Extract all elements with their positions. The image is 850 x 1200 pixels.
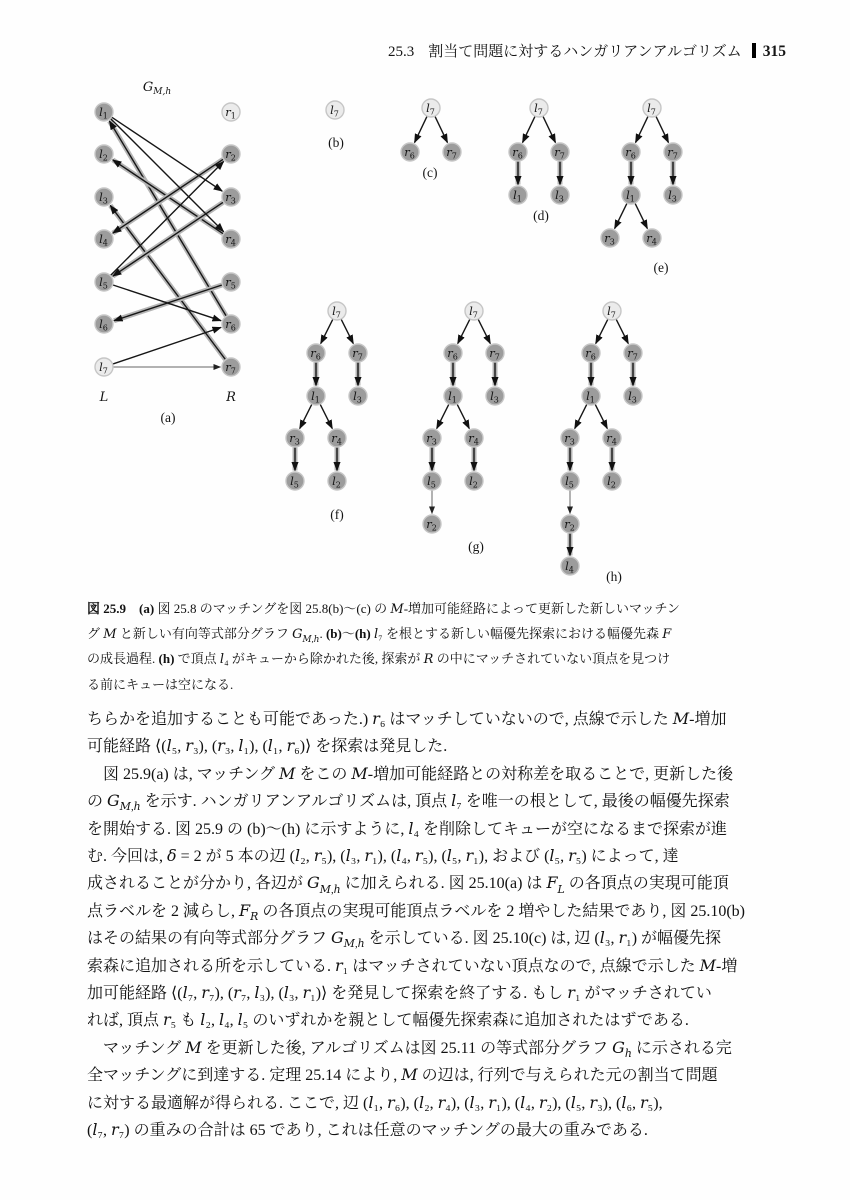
node-label-tree-g-l1: $l_1$	[448, 388, 457, 405]
tree-d	[509, 99, 569, 223]
node-label-graph-a-r3: $r_3$	[225, 189, 236, 206]
node-label-tree-d-r7: $r_7$	[554, 144, 565, 161]
node-label-tree-h-l5: $l_5$	[565, 473, 574, 490]
node-label-tree-h-r4: $r_4$	[606, 430, 617, 447]
tree-d-label-1: (d)	[533, 208, 549, 223]
node-label-tree-h-r2: $r_2$	[564, 516, 575, 533]
node-label-tree-h-l1: $l_1$	[586, 388, 595, 405]
edge-l7-r6	[113, 327, 221, 364]
page-number: 315	[762, 43, 786, 60]
edge-l7-r7	[543, 117, 555, 143]
node-label-tree-d-l7: $l_7$	[534, 100, 543, 117]
graph-a-label-3: R	[226, 390, 236, 405]
node-label-graph-a-r7: $r_7$	[225, 359, 236, 376]
tree-b	[326, 101, 344, 150]
body-line-15: に対する最適解が得られる. ここで, 辺 (l₁, r₆), (l₂, r₄), (l₃, r₁), (l₄, r₂), (l₅, r₃), (l₆, r₅),	[87, 1092, 663, 1112]
node-label-tree-c-l7: $l_7$	[426, 100, 435, 117]
body-line-16: (l₇, r₇) の重みの合計は 65 であり, これは任意のマッチングの最大の重みである.	[87, 1120, 648, 1140]
tree-c	[401, 99, 461, 180]
node-label-tree-g-r4: $r_4$	[468, 430, 479, 447]
section-title: 割当て問題に対するハンガリアンアルゴリズム	[428, 44, 742, 60]
edge-l7-r6	[596, 319, 608, 343]
tree-f	[286, 302, 367, 522]
node-label-tree-g-r7: $r_7$	[489, 345, 500, 362]
section-number: 25.3	[387, 44, 415, 60]
caption-line-4: る前にキューは空になる.	[87, 676, 234, 692]
node-label-graph-a-l7: $l_7$	[99, 359, 108, 376]
node-label-tree-e-r7: $r_7$	[667, 144, 678, 161]
body-line-10: 索森に追加される所を示している. r₁ はマッチされていない頂点なので, 点線で示した M-増	[87, 955, 738, 975]
node-label-graph-a-l3: $l_3$	[99, 189, 108, 206]
body-line-5: を開始する. 図 25.9 の (b)〜(h) に示すように, l₄ を削除してキューが空になるまで探索が進	[87, 818, 728, 838]
node-label-tree-d-l1: $l_1$	[513, 187, 522, 204]
node-label-tree-b-l7: $l_7$	[330, 102, 339, 119]
figure-caption	[87, 597, 787, 697]
body-line-3: 図 25.9(a) は, マッチング M をこの M-増加可能経路との対称差を取ることで, 更新した後	[87, 763, 734, 783]
edge-l7-r7	[341, 319, 353, 343]
edge-l1-r3	[575, 404, 587, 428]
node-label-graph-a-l4: $l_4$	[99, 231, 108, 248]
body-line-6: む. 今回は, δ = 2 が 5 本の辺 (l₂, r₅), (l₃, r₁), (l₄, r₅), (l₅, r₁), および (l₅, r₅) によって, 達	[87, 846, 679, 866]
edge-l1-r4	[457, 404, 469, 428]
node-label-tree-d-l3: $l_3$	[555, 187, 564, 204]
node-label-graph-a-r6: $r_6$	[225, 316, 236, 333]
tree-e-label-1: (e)	[653, 260, 669, 275]
body-line-2: 可能経路 ⟨(l₅, r₃), (r₃, l₁), (l₁, r₆)⟩ を探索は発見した.	[87, 736, 448, 756]
node-label-tree-e-r6: $r_6$	[625, 144, 636, 161]
node-label-tree-f-l3: $l_3$	[353, 388, 362, 405]
tree-f-label-1: (f)	[330, 507, 344, 522]
edge-l1-r3	[615, 204, 627, 229]
edge-l7-r6	[415, 117, 427, 143]
node-label-tree-h-l7: $l_7$	[607, 303, 616, 320]
tree-h	[561, 302, 642, 584]
node-label-tree-h-r6: $r_6$	[585, 345, 596, 362]
node-label-graph-a-l6: $l_6$	[99, 316, 108, 333]
edge-l1-r3	[437, 404, 449, 428]
edge-r3-l5	[113, 202, 223, 276]
node-label-tree-f-r6: $r_6$	[310, 345, 321, 362]
node-label-graph-a-l2: $l_2$	[99, 146, 108, 163]
node-label-graph-a-r1: $r_1$	[225, 104, 236, 121]
node-label-tree-f-l7: $l_7$	[332, 303, 341, 320]
body-line-1: ちらかを追加することも可能であった.) r₆ はマッチしていないので, 点線で示した M-増加	[87, 709, 727, 728]
body-line-7: 成されることが分かり, 各辺が $G_{M,h}$ に加えられる. 図 25.10(a) は $F_L$ の各頂点の実現可能頂	[87, 873, 729, 896]
node-label-tree-e-l7: $l_7$	[647, 100, 656, 117]
body-line-8: 点ラベルを 2 減らし, $F_R$ の各頂点の実現可能頂点ラベルを 2 増やした結果であり, 図 25.10(b)	[87, 900, 745, 924]
node-label-tree-f-l1: $l_1$	[311, 388, 320, 405]
node-label-tree-g-l3: $l_3$	[490, 388, 499, 405]
node-label-graph-a-r4: $r_4$	[225, 231, 236, 248]
node-label-tree-g-r3: $r_3$	[426, 430, 437, 447]
node-label-tree-f-l2: $l_2$	[332, 473, 341, 490]
node-label-tree-f-r4: $r_4$	[331, 430, 342, 447]
body-line-9: はその結果の有向等式部分グラフ $G_{M,h}$ を示している. 図 25.10(c) は, 辺 (l₃, r₁) が幅優先探	[87, 928, 722, 951]
edge-l1-r3	[300, 404, 312, 428]
tree-b-label-1: (b)	[328, 135, 344, 150]
node-label-tree-h-l4: $l_4$	[565, 558, 574, 575]
node-label-graph-a-r2: $r_2$	[225, 146, 236, 163]
node-label-tree-f-r3: $r_3$	[289, 430, 300, 447]
node-label-tree-f-r7: $r_7$	[352, 345, 363, 362]
caption-line-1: 図 25.9 (a) 図 25.8 のマッチングを図 25.8(b)〜(c) の M-増加可能経路によって更新した新しいマッチン	[87, 601, 680, 617]
node-label-graph-a-r5: $r_5$	[225, 274, 236, 291]
edge-l7-r7	[656, 117, 668, 143]
body-line-4: の $G_{M,h}$ を示す. ハンガリアンアルゴリズムは, 頂点 l₇ を唯一の根として, 最後の幅優先探索	[87, 791, 730, 814]
body-line-12: れば, 頂点 r₅ も l₂, l₄, l₅ のいずれかを親として幅優先探索森に追加されたはずである.	[87, 1010, 689, 1030]
edge-l1-r4	[595, 404, 607, 428]
edge-l7-r6	[458, 319, 470, 343]
tree-c-label-1: (c)	[422, 165, 438, 180]
node-label-tree-h-r3: $r_3$	[564, 430, 575, 447]
body-text	[87, 706, 793, 1145]
node-label-graph-a-l5: $l_5$	[99, 274, 108, 291]
tree-g	[423, 302, 504, 554]
tree-e	[601, 99, 682, 275]
edge-l7-r7	[616, 319, 628, 343]
node-label-graph-a-l1: $l_1$	[99, 104, 108, 121]
node-label-tree-e-l1: $l_1$	[626, 187, 635, 204]
edge-l7-r6	[636, 117, 648, 143]
tree-h-label-1: (h)	[606, 569, 622, 584]
body-line-11: 加可能経路 ⟨(l₇, r₇), (r₇, l₃), (l₃, r₁)⟩ を発見して探索を終了する. もし r₁ がマッチされてい	[87, 983, 712, 1003]
edge-l5-r2	[111, 161, 224, 275]
node-label-tree-e-r3: $r_3$	[604, 230, 615, 247]
edge-l1-r4	[635, 204, 647, 229]
body-line-14: 全マッチングに到達する. 定理 25.14 により, M の辺は, 行列で与えられた元の割当て問題	[87, 1065, 718, 1085]
edge-l1-r4	[320, 404, 332, 428]
node-label-tree-g-l2: $l_2$	[469, 473, 478, 490]
node-label-tree-h-l3: $l_3$	[628, 388, 637, 405]
edge-l7-r7	[478, 319, 490, 343]
node-label-tree-c-r7: $r_7$	[446, 144, 457, 161]
node-label-tree-f-l5: $l_5$	[290, 473, 299, 490]
node-label-tree-h-r7: $r_7$	[627, 345, 638, 362]
graph-a-label-4: (a)	[160, 410, 176, 425]
graph-a-label-1: $G_{M,h}$	[142, 80, 172, 97]
graph-a	[95, 80, 240, 425]
tree-g-label-1: (g)	[468, 539, 484, 554]
caption-line-3: の成長過程. (h) で頂点 l₄ がキューから除かれた後, 探索が R の中にマッチされていない頂点を見つけ	[87, 651, 671, 668]
node-label-tree-e-r4: $r_4$	[646, 230, 657, 247]
edge-l7-r6	[321, 319, 333, 343]
node-label-tree-g-r2: $r_2$	[426, 516, 437, 533]
caption-line-2: グ M と新しい有向等式部分グラフ $G_{M,h}$. (b)〜(h) l₇ を根とする新しい幅優先探索における幅優先森 F	[87, 626, 672, 645]
node-label-tree-g-l5: $l_5$	[427, 473, 436, 490]
node-label-tree-g-r6: $r_6$	[447, 345, 458, 362]
body-line-13: マッチング M を更新した後, アルゴリズムは図 25.11 の等式部分グラフ $G_h$ に示される完	[87, 1037, 732, 1061]
graph-a-label-2: L	[99, 390, 109, 405]
node-label-tree-c-r6: $r_6$	[404, 144, 415, 161]
node-label-tree-e-l3: $l_3$	[668, 187, 677, 204]
edge-l7-r7	[435, 117, 447, 143]
node-label-tree-g-l7: $l_7$	[469, 303, 478, 320]
node-label-tree-d-r6: $r_6$	[512, 144, 523, 161]
edge-l7-r6	[523, 117, 535, 143]
node-label-tree-h-l2: $l_2$	[607, 473, 616, 490]
